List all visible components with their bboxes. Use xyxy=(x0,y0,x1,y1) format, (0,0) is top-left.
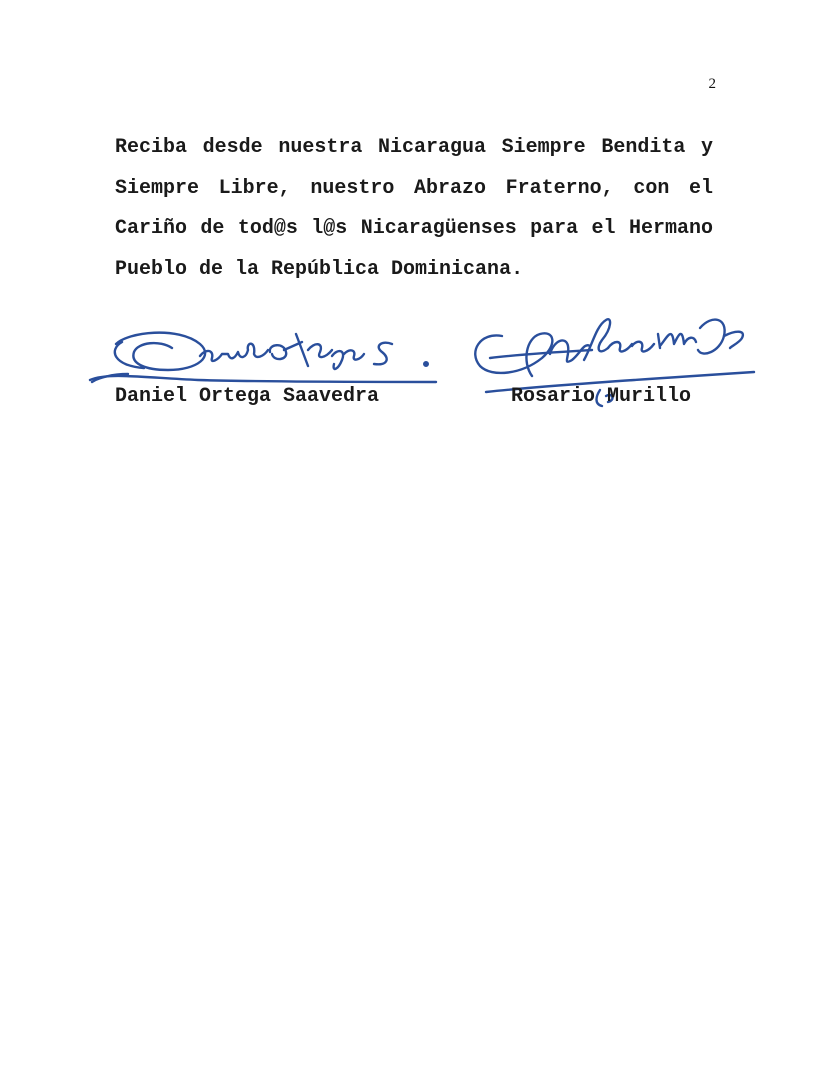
signature-daniel-ortega-image xyxy=(88,320,440,388)
closing-paragraph: Reciba desde nuestra Nicaragua Siempre Bendita y Siempre Libre, nuestro Abrazo Fraterno, con el Cariño de tod@s l@s Nicaragüenses para el Hermano Pueblo de la República Dominicana. xyxy=(115,136,713,281)
signer-name-rosario-murillo: Rosario Murillo xyxy=(511,385,692,408)
signer-name-daniel-ortega: Daniel Ortega Saavedra xyxy=(115,385,380,408)
page-number: 2 xyxy=(708,76,716,92)
